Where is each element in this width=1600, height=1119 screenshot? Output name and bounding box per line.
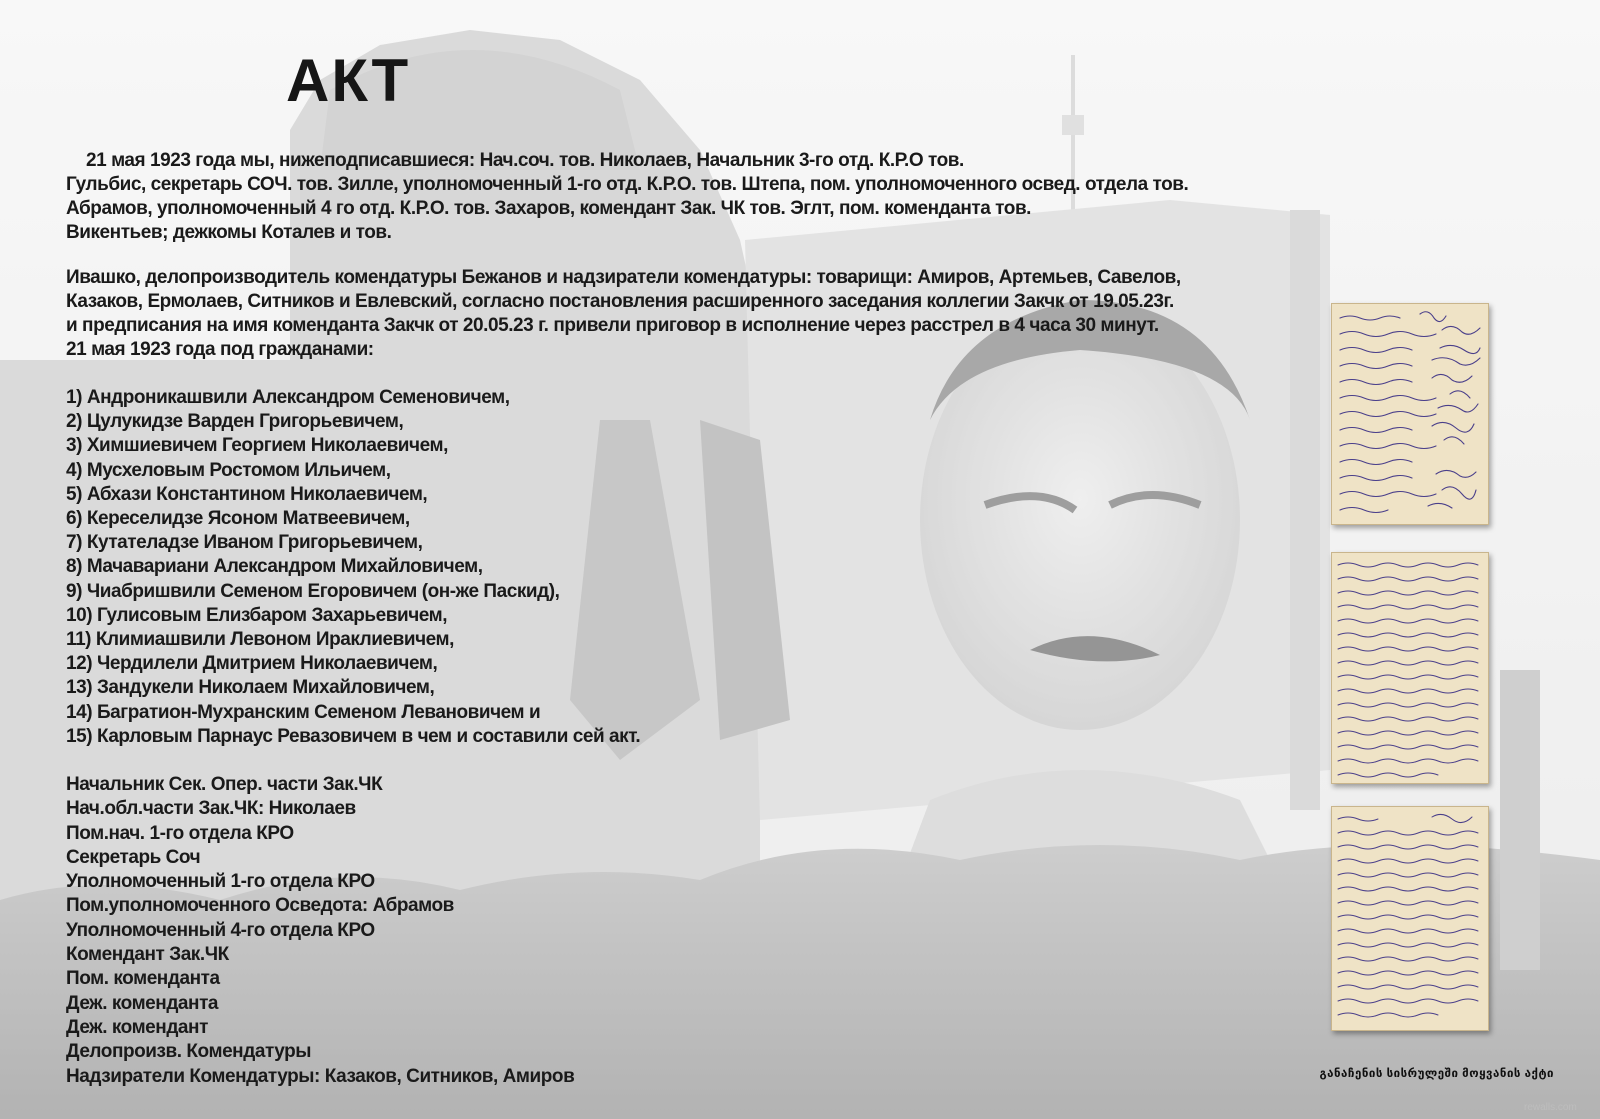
execution-line: и предписания на имя коменданта Закчк от 20.05.23 г. привели приговор в исполнение через расстрел в 4 часа 30 минут. bbox=[66, 315, 1159, 336]
watermark: rewalls.com bbox=[1524, 1102, 1577, 1113]
list-item: 9) Чиабришвили Семеном Егоровичем (он-же Паскид), bbox=[66, 580, 560, 602]
signature-line: Уполномоченный 4-го отдела КРО bbox=[66, 919, 375, 941]
signature-line: Уполномоченный 1-го отдела КРО bbox=[66, 871, 375, 893]
signature-line: Нач.обл.части Зак.ЧК: Николаев bbox=[66, 798, 356, 820]
intro-line: 21 мая 1923 года мы, нижеподписавшиеся: Нач.соч. тов. Николаев, Начальник 3-го отд. К.Р.О тов. bbox=[86, 150, 964, 171]
signature-line: Пом. коменданта bbox=[66, 968, 220, 990]
intro-line: Абрамов, уполномоченный 4 го отд. К.Р.О. тов. Захаров, комендант Зак. ЧК тов. Эглт, пом. коменданта тов. bbox=[66, 198, 1031, 219]
signature-line: Пом.уполномоченного Осведота: Абрамов bbox=[66, 895, 454, 917]
execution-paragraph bbox=[66, 266, 1306, 362]
execution-line: Казаков, Ермолаев, Ситников и Евлевский, согласно постановления расширенного заседания коллегии Закчк от 19.05.23г. bbox=[66, 291, 1174, 312]
intro-paragraph bbox=[66, 149, 1306, 245]
signatures-list bbox=[66, 773, 766, 1089]
list-item: 1) Андроникашвили Александром Семеновичем, bbox=[66, 387, 510, 408]
signature-line: Делопроизв. Комендатуры bbox=[66, 1041, 312, 1063]
handwriting-image bbox=[1332, 553, 1489, 784]
list-item: 14) Багратион-Мухранским Семеном Левановичем и bbox=[66, 701, 541, 723]
list-item: 2) Цулукидзе Варден Григорьевичем, bbox=[66, 411, 404, 433]
list-item: 8) Мачавариани Александром Михайловичем, bbox=[66, 556, 483, 578]
intro-line: Гульбис, секретарь СОЧ. тов. Зилле, уполномоченный 1-го отд. К.Р.О. тов. Штепа, пом. уполномоченного освед. отдела тов. bbox=[66, 174, 1189, 195]
scanned-document-page-2 bbox=[1331, 552, 1489, 784]
signature-line: Деж. комендант bbox=[66, 1016, 208, 1038]
list-item: 4) Мусхеловым Ростомом Ильичем, bbox=[66, 459, 391, 481]
handwriting-image bbox=[1332, 807, 1489, 1031]
list-item: 15) Карловым Парнаус Ревазовичем в чем и составили сей акт. bbox=[66, 725, 641, 747]
signature-line: Комендант Зак.ЧК bbox=[66, 944, 229, 966]
list-item: 13) Зандукели Николаем Михайловичем, bbox=[66, 677, 435, 699]
document-title: АКТ bbox=[286, 47, 411, 114]
document-caption: განაჩენის სისრულეში მოყვანის აქტი bbox=[1319, 1068, 1554, 1080]
list-item: 7) Кутателадзе Иваном Григорьевичем, bbox=[66, 532, 423, 554]
victims-list bbox=[66, 386, 766, 749]
list-item: 10) Гулисовым Елизбаром Захарьевичем, bbox=[66, 604, 448, 626]
list-item: 3) Химшиевичем Георгием Николаевичем, bbox=[66, 435, 448, 457]
scanned-document-page-3 bbox=[1331, 806, 1489, 1031]
handwriting-image bbox=[1332, 304, 1489, 525]
list-item: 11) Климиашвили Левоном Ираклиевичем, bbox=[66, 629, 454, 651]
signature-line: Секретарь Соч bbox=[66, 846, 201, 868]
list-item: 6) Кереселидзе Ясоном Матвеевичем, bbox=[66, 508, 410, 530]
execution-line: 21 мая 1923 года под гражданами: bbox=[66, 339, 374, 360]
list-item: 12) Чердилели Дмитрием Николаевичем, bbox=[66, 653, 438, 675]
signature-line: Надзиратели Комендатуры: Казаков, Ситников, Амиров bbox=[66, 1065, 575, 1087]
signature-line: Деж. коменданта bbox=[66, 992, 219, 1014]
signature-line: Пом.нач. 1-го отдела КРО bbox=[66, 822, 294, 844]
signature-line: Начальник Сек. Опер. части Зак.ЧК bbox=[66, 774, 383, 795]
execution-line: Ивашко, делопроизводитель комендатуры Бежанов и надзиратели комендатуры: товарищи: Амиров, Артемьев, Савелов, bbox=[66, 267, 1181, 288]
intro-line: Викентьев; дежкомы Коталев и тов. bbox=[66, 222, 392, 243]
list-item: 5) Абхази Константином Николаевичем, bbox=[66, 483, 428, 505]
scanned-document-page-1 bbox=[1331, 303, 1489, 525]
